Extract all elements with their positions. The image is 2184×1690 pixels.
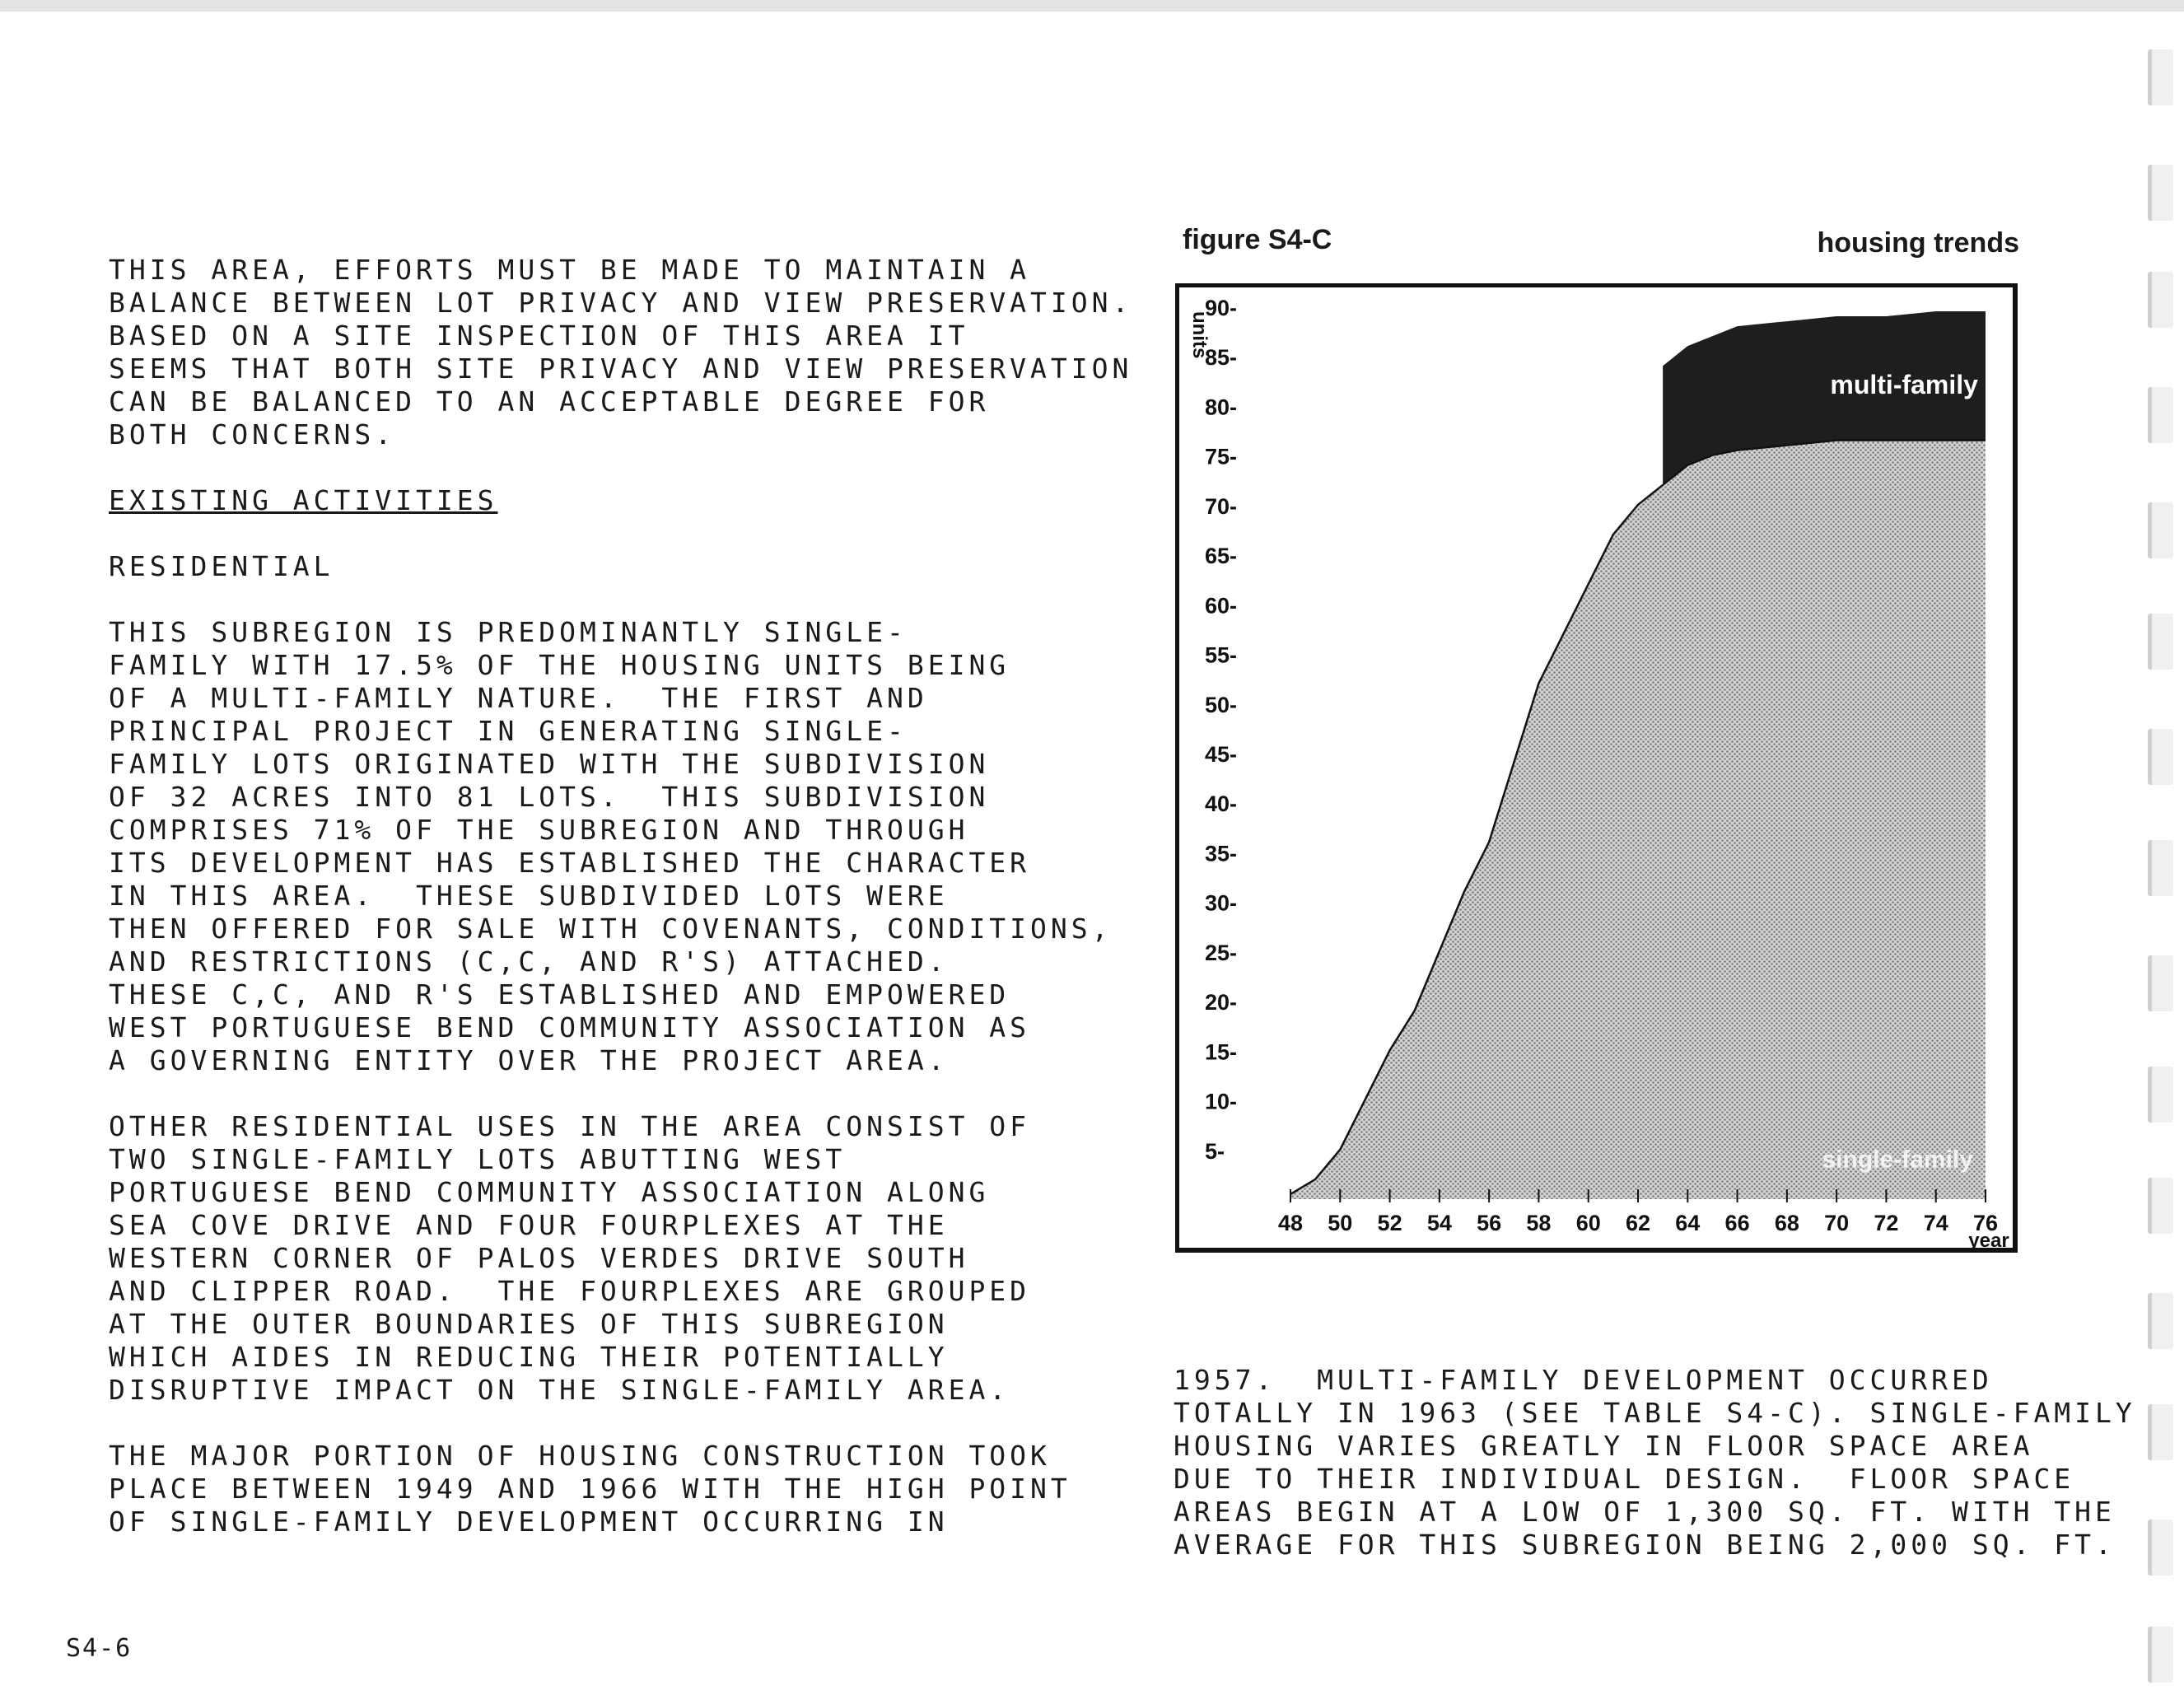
binder-hole	[2148, 49, 2173, 105]
x-tick-label: 60	[1575, 1211, 1601, 1235]
top-edge-strip	[0, 0, 2184, 12]
y-tick-label: 30-	[1205, 890, 1238, 916]
binder-hole	[2148, 1178, 2173, 1234]
text-line: THIS SUBREGION IS PREDOMINANTLY SINGLE-	[109, 616, 908, 648]
right-column-paragraph	[1174, 1364, 2145, 1562]
chart-svg	[1175, 283, 2018, 1255]
paragraph-other-residential	[109, 1110, 1163, 1407]
x-tick-label: 74	[1923, 1211, 1948, 1235]
figure-label: figure S4-C	[1183, 224, 1332, 255]
text-line: IN THIS AREA. THESE SUBDIVIDED LOTS WERE	[109, 880, 949, 912]
text-line: SEEMS THAT BOTH SITE PRIVACY AND VIEW PRESERVATION	[109, 352, 1133, 385]
text-line: SEA COVE DRIVE AND FOUR FOURPLEXES AT THE	[109, 1209, 949, 1241]
binder-hole	[2148, 1404, 2173, 1460]
binder-hole	[2148, 955, 2173, 1011]
x-tick-label: 66	[1724, 1211, 1750, 1235]
text-line: PRINCIPAL PROJECT IN GENERATING SINGLE-	[109, 715, 908, 747]
y-tick-label: 45-	[1205, 742, 1238, 767]
y-tick-label: 80-	[1205, 394, 1238, 420]
binder-hole	[2148, 729, 2173, 785]
binder-hole	[2148, 165, 2173, 221]
y-tick-label: 40-	[1205, 791, 1238, 817]
x-tick-label: 52	[1377, 1211, 1402, 1235]
text-line: PORTUGUESE BEND COMMUNITY ASSOCIATION ALONG	[109, 1176, 990, 1208]
housing-trends-chart	[1175, 283, 2018, 1258]
y-tick-label: 35-	[1205, 841, 1238, 866]
text-line: OTHER RESIDENTIAL USES IN THE AREA CONSIST OF	[109, 1110, 1031, 1142]
paragraph-major-construction	[109, 1440, 1163, 1538]
series-label-multi-family: multi-family	[1830, 369, 1978, 399]
text-line: TWO SINGLE-FAMILY LOTS ABUTTING WEST	[109, 1143, 847, 1175]
x-tick-label: 72	[1874, 1211, 1899, 1235]
x-tick-label: 48	[1277, 1211, 1304, 1235]
text-line: AVERAGE FOR THIS SUBREGION BEING 2,000 SQ. FT.	[1174, 1529, 2116, 1561]
binder-hole	[2148, 502, 2173, 558]
text-line: COMPRISES 71% OF THE SUBREGION AND THROUGH	[109, 814, 969, 846]
text-line: BALANCE BETWEEN LOT PRIVACY AND VIEW PRESERVATION.	[109, 287, 1133, 319]
text-line: HOUSING VARIES GREATLY IN FLOOR SPACE AREA	[1174, 1430, 2034, 1462]
text-line: CAN BE BALANCED TO AN ACCEPTABLE DEGREE FOR	[109, 385, 990, 418]
text-line: BASED ON A SITE INSPECTION OF THIS AREA IT	[109, 320, 969, 352]
binder-hole	[2148, 1293, 2173, 1349]
y-tick-label: 25-	[1205, 940, 1238, 965]
y-tick-label: 90-	[1205, 296, 1238, 320]
x-tick-label: 64	[1675, 1211, 1701, 1235]
section-heading: EXISTING ACTIVITIES	[109, 484, 498, 516]
text-line: AND RESTRICTIONS (C,C, AND R'S) ATTACHED.	[109, 945, 949, 978]
text-line: OF SINGLE-FAMILY DEVELOPMENT OCCURRING IN	[109, 1506, 949, 1538]
y-tick-label: 75-	[1205, 444, 1238, 469]
paragraph-intro	[109, 254, 1163, 451]
text-line: THEN OFFERED FOR SALE WITH COVENANTS, CONDITIONS,	[109, 913, 1113, 945]
text-line: AND CLIPPER ROAD. THE FOURPLEXES ARE GROUPED	[109, 1275, 1031, 1307]
binder-hole	[2148, 840, 2173, 896]
text-line: WHICH AIDES IN REDUCING THEIR POTENTIALLY	[109, 1341, 949, 1373]
text-line: FAMILY WITH 17.5% OF THE HOUSING UNITS BEING	[109, 649, 1010, 681]
x-tick-label: 68	[1774, 1211, 1799, 1235]
text-line: OF A MULTI-FAMILY NATURE. THE FIRST AND	[109, 682, 928, 714]
left-column	[109, 254, 1163, 1538]
text-line: A GOVERNING ENTITY OVER THE PROJECT AREA.	[109, 1044, 949, 1076]
y-tick-label: 15-	[1205, 1039, 1238, 1065]
paragraph-subregion	[109, 616, 1163, 1077]
text-line: WEST PORTUGUESE BEND COMMUNITY ASSOCIATION AS	[109, 1011, 1031, 1043]
text-line: BOTH CONCERNS.	[109, 418, 396, 451]
x-tick-label: 58	[1526, 1211, 1552, 1235]
x-tick-label: 62	[1625, 1211, 1651, 1235]
y-tick-label: 5-	[1205, 1138, 1225, 1164]
x-tick-label: 56	[1477, 1211, 1502, 1235]
text-line: FAMILY LOTS ORIGINATED WITH THE SUBDIVISION	[109, 748, 990, 780]
page-number: S4-6	[66, 1634, 133, 1663]
y-axis-label: units	[1188, 311, 1211, 359]
binder-hole	[2148, 1520, 2173, 1576]
y-tick-label: 55-	[1205, 642, 1238, 668]
x-tick-label: 70	[1824, 1211, 1850, 1235]
text-line: 1957. MULTI-FAMILY DEVELOPMENT OCCURRED	[1174, 1364, 1993, 1396]
y-tick-label: 60-	[1205, 593, 1238, 619]
x-axis-label: year	[1968, 1230, 2009, 1252]
binder-hole	[2148, 272, 2173, 328]
text-line: THESE C,C, AND R'S ESTABLISHED AND EMPOWERED	[109, 978, 1010, 1011]
text-line: DISRUPTIVE IMPACT ON THE SINGLE-FAMILY AREA.	[109, 1374, 1010, 1406]
binder-hole	[2148, 1067, 2173, 1123]
text-line: PLACE BETWEEN 1949 AND 1966 WITH THE HIGH POINT	[109, 1473, 1071, 1505]
series-label-single-family: single-family	[1822, 1146, 1973, 1174]
y-tick-label: 10-	[1205, 1089, 1238, 1114]
y-tick-label: 20-	[1205, 990, 1238, 1015]
text-line: WESTERN CORNER OF PALOS VERDES DRIVE SOUTH	[109, 1242, 969, 1274]
y-tick-label: 70-	[1205, 493, 1238, 519]
text-line: AT THE OUTER BOUNDARIES OF THIS SUBREGION	[109, 1308, 949, 1340]
text-line: THE MAJOR PORTION OF HOUSING CONSTRUCTION TOOK	[109, 1440, 1051, 1472]
binder-hole	[2148, 614, 2173, 670]
binder-hole	[2148, 387, 2173, 443]
y-tick-label: 85-	[1205, 345, 1238, 371]
subheading-residential: RESIDENTIAL	[109, 550, 334, 582]
y-tick-label: 65-	[1205, 544, 1238, 569]
x-tick-label: 76	[1972, 1211, 1999, 1235]
y-tick-label: 50-	[1205, 692, 1238, 717]
x-tick-label: 54	[1426, 1211, 1452, 1235]
x-tick-label: 50	[1328, 1211, 1353, 1235]
text-line: OF 32 ACRES INTO 81 LOTS. THIS SUBDIVISION	[109, 781, 990, 813]
text-line: DUE TO THEIR INDIVIDUAL DESIGN. FLOOR SPACE	[1174, 1463, 2075, 1495]
text-line: ITS DEVELOPMENT HAS ESTABLISHED THE CHARACTER	[109, 847, 1031, 879]
figure-caption: housing trends	[1817, 227, 2019, 259]
text-line: TOTALLY IN 1963 (SEE TABLE S4-C). SINGLE-FAMILY	[1174, 1397, 2136, 1429]
text-line: AREAS BEGIN AT A LOW OF 1,300 SQ. FT. WITH THE	[1174, 1496, 2116, 1528]
text-line: THIS AREA, EFFORTS MUST BE MADE TO MAINTAIN A	[109, 254, 1031, 286]
binder-hole	[2148, 1627, 2173, 1683]
